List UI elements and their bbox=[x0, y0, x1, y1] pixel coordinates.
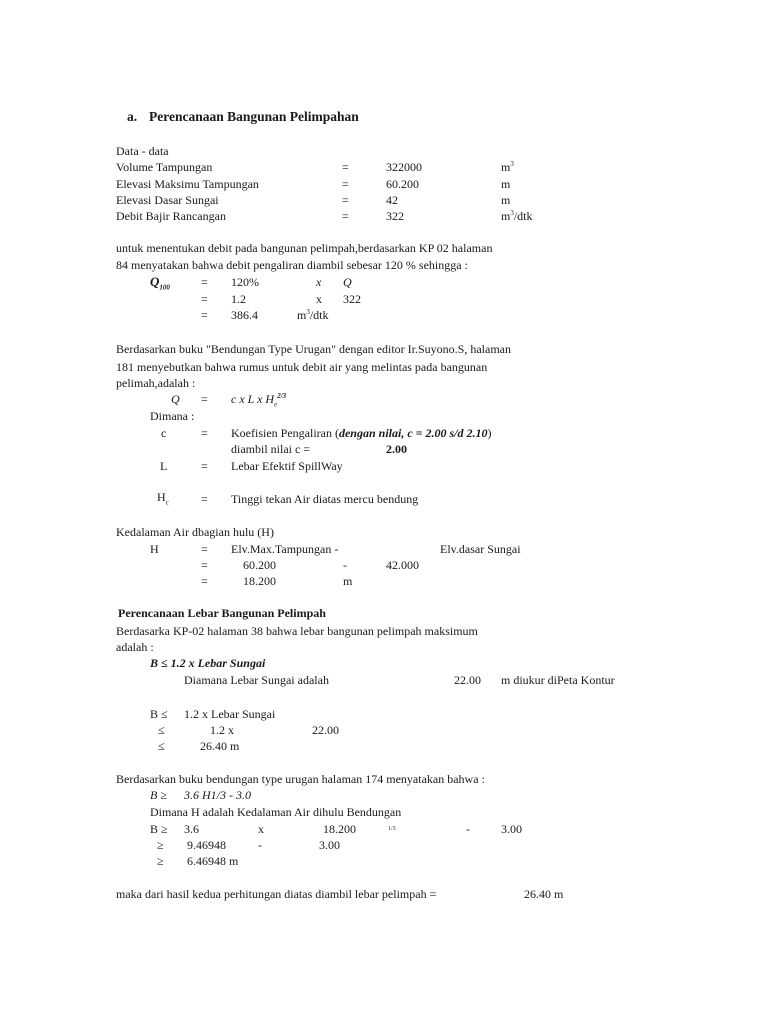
calc-symbol: B ≤ bbox=[150, 707, 168, 721]
section-marker: a. bbox=[127, 109, 138, 124]
depth-result: 18.200 bbox=[243, 574, 276, 588]
def-symbol: c bbox=[161, 426, 167, 440]
depth-eq: = bbox=[201, 574, 208, 588]
data-row-unit: m bbox=[501, 177, 511, 191]
river-text: Diamana Lebar Sungai adalah bbox=[184, 673, 329, 687]
paragraph-line: 181 menyebutkan bahwa rumus untuk debit air yang melintas pada bangunan bbox=[116, 360, 488, 374]
section3-formula-symbol: B ≥ bbox=[150, 788, 167, 802]
calc-value: 3.00 bbox=[501, 822, 522, 836]
section3-dimana: Dimana H adalah Kedalaman Air dihulu Bendungan bbox=[150, 805, 402, 819]
depth-term: Elv.Max.Tampungan - bbox=[231, 542, 339, 556]
data-row-eq: = bbox=[342, 209, 349, 223]
formula-lhs: Q bbox=[171, 392, 180, 406]
def-symbol: L bbox=[160, 459, 168, 473]
data-row-label: Elevasi Dasar Sungai bbox=[116, 193, 219, 207]
dimana-label: Dimana : bbox=[150, 409, 195, 423]
data-row-eq: = bbox=[342, 160, 349, 174]
depth-eq: = bbox=[201, 542, 208, 556]
data-row-unit: $m^3$ bbox=[501, 160, 514, 174]
paragraph-line: untuk menentukan debit pada bangunan pelimpah,berdasarkan KP 02 halaman bbox=[116, 241, 493, 255]
calc-value: 9.46948 bbox=[187, 838, 226, 852]
q100-symbol: $Q_{100}$ bbox=[150, 274, 170, 292]
depth-value: 60.200 bbox=[243, 558, 276, 572]
q100-value: 120% bbox=[231, 275, 259, 289]
depth-symbol: H bbox=[150, 542, 159, 556]
data-row-value: 42 bbox=[386, 193, 398, 207]
paragraph-line: pelimah,adalah : bbox=[116, 376, 196, 390]
calc-op: x bbox=[258, 822, 264, 836]
calc-value: 18.200 bbox=[323, 822, 356, 836]
q100-value: 322 bbox=[343, 292, 361, 306]
data-row-eq: = bbox=[342, 193, 349, 207]
section3-formula: 3.6 H1/3 - 3.0 bbox=[184, 788, 251, 802]
paragraph-line: Berdasarka KP-02 halaman 38 bahwa lebar bangunan pelimpah maksimum bbox=[116, 624, 478, 638]
data-row-label: Debit Bajir Rancangan bbox=[116, 209, 226, 223]
def-eq: = bbox=[201, 492, 208, 506]
calc-symbol: B ≥ bbox=[150, 822, 168, 836]
q100-value: 1.2 bbox=[231, 292, 246, 306]
q100-result: 386.4 bbox=[231, 308, 258, 322]
calc-symbol: ≤ bbox=[158, 739, 165, 753]
depth-title: Kedalaman Air dbagian hulu (H) bbox=[116, 525, 274, 539]
depth-term: Elv.dasar Sungai bbox=[440, 542, 521, 556]
calc-value: 22.00 bbox=[312, 723, 339, 737]
calc-symbol: ≥ bbox=[157, 838, 164, 852]
def-eq: = bbox=[201, 459, 208, 473]
depth-eq: = bbox=[201, 558, 208, 572]
calc-result: 26.40 m bbox=[200, 739, 240, 753]
data-row-unit: $m^3$/dtk bbox=[501, 209, 533, 223]
def-symbol: $H_c$ bbox=[157, 490, 169, 507]
depth-unit: m bbox=[343, 574, 353, 588]
data-row-eq: = bbox=[342, 177, 349, 191]
q100-q: Q bbox=[343, 275, 352, 289]
river-value: 22.00 bbox=[454, 673, 481, 687]
data-label: Data - data bbox=[116, 144, 169, 158]
calc-symbol: ≥ bbox=[157, 854, 164, 868]
q100-eq: = bbox=[201, 292, 208, 306]
def-text: Lebar Efektif SpillWay bbox=[231, 459, 343, 473]
calc-exponent: 1/3 bbox=[388, 826, 396, 832]
river-note: m diukur diPeta Kontur bbox=[501, 673, 615, 687]
calc-term: 1.2 x bbox=[210, 723, 234, 737]
depth-op: - bbox=[343, 558, 347, 572]
paragraph-line: adalah : bbox=[116, 640, 154, 654]
q100-eq: = bbox=[201, 308, 208, 322]
calc-op: - bbox=[258, 838, 262, 852]
conclusion-value: 26.40 m bbox=[524, 887, 564, 901]
calc-symbol: ≤ bbox=[158, 723, 165, 737]
formula-eq: = bbox=[201, 392, 208, 406]
calc-value: 3.00 bbox=[319, 838, 340, 852]
calc-term: 1.2 x Lebar Sungai bbox=[184, 707, 276, 721]
paragraph-line: Berdasarkan buku "Bendungan Type Urugan" dengan editor Ir.Suyono.S, halaman bbox=[116, 342, 511, 356]
data-row-label: Elevasi Maksimu Tampungan bbox=[116, 177, 259, 191]
section-title: Perencanaan Bangunan Pelimpahan bbox=[149, 109, 359, 124]
depth-value: 42.000 bbox=[386, 558, 419, 572]
conclusion-text: maka dari hasil kedua perhitungan diatas diambil lebar pelimpah = bbox=[116, 887, 437, 901]
data-row-value: 322 bbox=[386, 209, 404, 223]
data-row-label: Volume Tampungan bbox=[116, 160, 213, 174]
q100-op: x bbox=[316, 292, 322, 306]
paragraph-line: 84 menyatakan bahwa debit pengaliran diambil sebesar 120 % sehingga : bbox=[116, 258, 468, 272]
section2-title: Perencanaan Lebar Bangunan Pelimpah bbox=[118, 606, 326, 620]
def-value: 2.00 bbox=[386, 442, 407, 456]
calc-result: 6.46948 m bbox=[187, 854, 239, 868]
q100-eq: = bbox=[201, 275, 208, 289]
calc-value: 3.6 bbox=[184, 822, 199, 836]
data-row-value: 60.200 bbox=[386, 177, 419, 191]
q100-unit: $m^3$/dtk bbox=[297, 308, 329, 322]
def-text: diambil nilai c = bbox=[231, 442, 311, 456]
data-row-value: 322000 bbox=[386, 160, 422, 174]
def-text: Koefisien Pengaliran (dengan nilai, c = 2.00 s/d 2.10) bbox=[231, 426, 492, 440]
def-text: Tinggi tekan Air diatas mercu bendung bbox=[231, 492, 419, 506]
section2-formula: B ≤ 1.2 x Lebar Sungai bbox=[150, 656, 266, 670]
q100-op: x bbox=[316, 275, 322, 289]
def-eq: = bbox=[201, 426, 208, 440]
paragraph-line: Berdasarkan buku bendungan type urugan halaman 174 menyatakan bahwa : bbox=[116, 772, 485, 786]
calc-op: - bbox=[466, 822, 470, 836]
formula-rhs: c x L x $H_e^{2/3}$ bbox=[231, 392, 287, 409]
data-row-unit: m bbox=[501, 193, 511, 207]
